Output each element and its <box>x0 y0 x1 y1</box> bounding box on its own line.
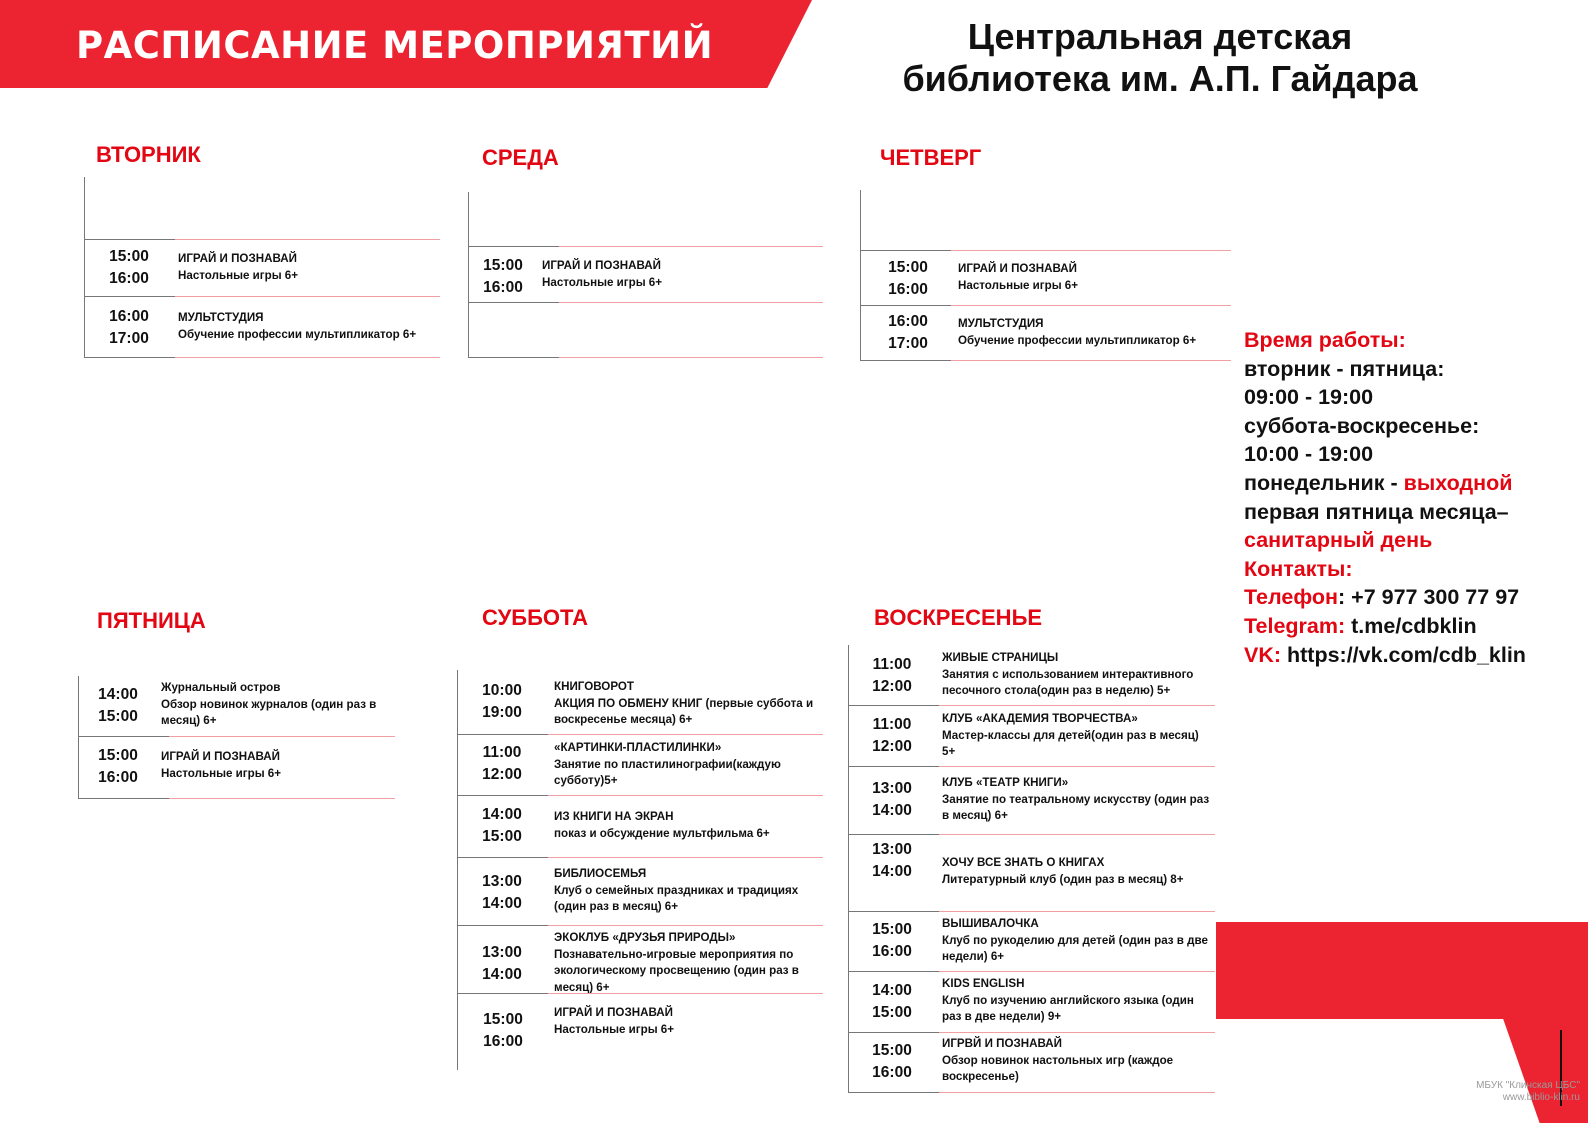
event-end-time: 16:00 <box>888 281 928 298</box>
event-details <box>554 679 816 729</box>
monday-prefix: понедельник - <box>1244 470 1404 495</box>
day-heading-friday: ПЯТНИЦА <box>97 608 206 633</box>
phone-label: Телефон <box>1244 585 1338 610</box>
page-title: РАСПИСАНИЕ МЕРОПРИЯТИЙ <box>76 24 714 67</box>
telegram-label: Telegram: <box>1244 613 1346 638</box>
library-name-line-1: Центральная детская <box>967 16 1353 57</box>
event-time <box>468 1009 538 1053</box>
event-description: Обучение профессии мультипликатор 6+ <box>178 327 417 341</box>
event-details <box>542 258 812 291</box>
event-end-time: 19:00 <box>482 704 522 721</box>
weekend-label: суббота-воскресенье: <box>1244 413 1480 438</box>
event-title: МУЛЬТСТУДИЯ <box>958 317 1044 330</box>
event-details <box>942 976 1212 1026</box>
monday-value: выходной <box>1403 470 1513 495</box>
event-end-time: 14:00 <box>872 802 912 819</box>
event-title: КЛУБ «ТЕАТР КНИГИ» <box>942 776 1069 789</box>
event-start-time: 10:00 <box>482 682 522 699</box>
event-title: ЖИВЫЕ СТРАНИЦЫ <box>942 651 1059 664</box>
event-end-time: 16:00 <box>483 1033 523 1050</box>
event-start-time: 11:00 <box>482 744 522 761</box>
day-heading-saturday: СУББОТА <box>482 605 588 630</box>
event-title: МУЛЬТСТУДИЯ <box>178 311 264 324</box>
event-start-time: 13:00 <box>872 780 912 797</box>
event-details <box>178 310 438 343</box>
event-details <box>942 711 1212 761</box>
event-start-time: 15:00 <box>98 747 138 764</box>
event-time <box>467 804 537 848</box>
event-time <box>83 745 153 789</box>
event-title: ИГРАЙ И ПОЗНАВАЙ <box>958 262 1077 275</box>
event-time <box>857 919 927 963</box>
corner-decoration-slant <box>1216 1019 1588 1123</box>
event-time <box>857 980 927 1024</box>
event-title: ИГРАЙ И ПОЗНАВАЙ <box>178 252 297 265</box>
event-end-time: 15:00 <box>872 1004 912 1021</box>
event-details <box>958 261 1223 294</box>
event-time <box>83 684 153 728</box>
weekend-hours: 10:00 - 19:00 <box>1244 442 1374 467</box>
table-row <box>458 796 823 857</box>
event-end-time: 14:00 <box>482 895 522 912</box>
table-row <box>458 926 823 993</box>
library-name <box>870 16 1450 100</box>
event-title: ИГРАЙ И ПОЗНАВАЙ <box>542 259 661 272</box>
event-start-time: 13:00 <box>872 841 912 858</box>
event-end-time: 15:00 <box>98 708 138 725</box>
event-end-time: 16:00 <box>109 270 149 287</box>
event-start-time: 14:00 <box>482 806 522 823</box>
event-description: Обзор новинок настольных игр (каждое воскресенье) <box>942 1053 1174 1083</box>
table-row <box>469 247 823 302</box>
event-details <box>554 930 816 996</box>
schedule-table-saturday <box>457 670 823 1070</box>
event-description: Занятие по театральному искусству (один раз в месяц) 6+ <box>942 792 1210 822</box>
event-description: Настольные игры 6+ <box>554 1022 675 1036</box>
table-row <box>79 676 395 736</box>
event-start-time: 11:00 <box>872 716 912 733</box>
day-heading-thursday: ЧЕТВЕРГ <box>880 145 982 170</box>
event-description: Настольные игры 6+ <box>958 278 1079 292</box>
event-title: КНИГОВОРОТ <box>554 680 635 693</box>
event-start-time: 16:00 <box>888 313 928 330</box>
weekdays-label: вторник - пятница: <box>1244 356 1445 381</box>
vk-link[interactable]: https://vk.com/cdb_klin <box>1281 642 1526 667</box>
day-heading-wednesday: СРЕДА <box>482 145 559 170</box>
event-details <box>942 855 1212 888</box>
event-title: Журнальный остров <box>161 681 281 694</box>
event-description: Настольные игры 6+ <box>542 275 663 289</box>
event-title: ИГРАЙ И ПОЗНАВАЙ <box>161 750 280 763</box>
event-description: Занятия с использованием интерактивного песочного стола(один раз в неделю) 5+ <box>942 667 1194 697</box>
table-row <box>849 972 1215 1032</box>
row-divider <box>79 798 395 799</box>
event-description: Настольные игры 6+ <box>161 766 282 780</box>
event-description: Познавательно-игровые мероприятия по экологическому просвещению (один раз в месяц) 6+ <box>554 947 799 994</box>
event-title: БИБЛИОСЕМЬЯ <box>554 867 647 880</box>
event-end-time: 16:00 <box>483 279 523 296</box>
event-details <box>161 680 389 730</box>
event-start-time: 16:00 <box>109 308 149 325</box>
day-heading-sunday: ВОСКРЕСЕНЬЕ <box>874 605 1043 630</box>
event-time <box>467 942 537 986</box>
event-details <box>942 1036 1212 1086</box>
schedule-table-sunday <box>848 645 1215 1093</box>
event-description: Литературный клуб (один раз в месяц) 8+ <box>942 872 1184 886</box>
table-row <box>849 1033 1215 1093</box>
sanitary-value: санитарный день <box>1244 528 1433 553</box>
event-title: ИГРВЙ И ПОЗНАВАЙ <box>942 1037 1062 1050</box>
event-time <box>467 871 537 915</box>
schedule-table-friday <box>78 676 395 799</box>
info-panel <box>1244 326 1526 669</box>
event-details <box>178 251 433 284</box>
telegram-line <box>1244 612 1526 641</box>
row-divider <box>469 357 823 358</box>
event-details <box>554 866 816 916</box>
event-description: Обучение профессии мультипликатор 6+ <box>958 333 1197 347</box>
table-row <box>85 240 440 297</box>
event-end-time: 17:00 <box>888 335 928 352</box>
vk-line <box>1244 641 1526 670</box>
sanitary-line: первая пятница месяца– <box>1244 499 1509 524</box>
event-start-time: 14:00 <box>98 686 138 703</box>
table-row <box>458 735 823 795</box>
schedule-table-thursday <box>860 190 1231 361</box>
event-details <box>554 809 816 842</box>
event-title: KIDS ENGLISH <box>942 977 1025 990</box>
table-row <box>849 706 1215 766</box>
phone-line <box>1244 583 1526 612</box>
table-row <box>458 994 823 1070</box>
event-title: КЛУБ «АКАДЕМИЯ ТВОРЧЕСТВА» <box>942 712 1138 725</box>
event-description: показ и обсуждение мультфильма 6+ <box>554 826 770 840</box>
event-description: Обзор новинок журналов (один раз в месяц) 6+ <box>161 697 377 727</box>
event-start-time: 15:00 <box>888 259 928 276</box>
table-row <box>458 670 823 734</box>
telegram-link[interactable]: t.me/cdbklin <box>1345 613 1477 638</box>
event-end-time: 12:00 <box>872 678 912 695</box>
table-row <box>849 912 1215 971</box>
event-description: Настольные игры 6+ <box>178 268 299 282</box>
event-title: ЭКОКЛУБ «ДРУЗЬЯ ПРИРОДЫ» <box>554 931 736 944</box>
phone-value: : +7 977 300 77 97 <box>1338 585 1520 610</box>
event-end-time: 12:00 <box>482 766 522 783</box>
event-time <box>857 654 927 698</box>
day-heading-tuesday: ВТОРНИК <box>96 142 201 167</box>
event-end-time: 16:00 <box>872 1064 912 1081</box>
event-start-time: 15:00 <box>872 1042 912 1059</box>
schedule-table-wednesday <box>468 192 823 358</box>
table-row <box>849 767 1215 834</box>
event-time <box>873 257 943 301</box>
event-description: АКЦИЯ ПО ОБМЕНУ КНИГ (первые суббота и воскресенье месяца) 6+ <box>554 696 814 726</box>
footer-credit <box>1400 1080 1580 1104</box>
event-start-time: 15:00 <box>109 248 149 265</box>
event-description: Клуб по рукоделию для детей (один раз в две недели) 6+ <box>942 933 1208 963</box>
event-description: Занятие по пластилинографии(каждую субботу)5+ <box>554 757 781 787</box>
event-details <box>161 749 389 782</box>
event-description: Мастер-классы для детей(один раз в месяц) 5+ <box>942 728 1199 758</box>
contacts-label: Контакты: <box>1244 556 1353 581</box>
table-row <box>861 306 1231 360</box>
event-time <box>94 306 164 350</box>
event-time <box>467 680 537 724</box>
corner-decoration <box>1216 922 1588 1019</box>
event-end-time: 17:00 <box>109 330 149 347</box>
row-divider <box>85 357 440 358</box>
hours-label: Время работы: <box>1244 328 1406 352</box>
weekdays-hours: 09:00 - 19:00 <box>1244 385 1374 410</box>
event-time <box>94 246 164 290</box>
event-time <box>468 255 538 299</box>
event-start-time: 11:00 <box>872 656 912 673</box>
event-start-time: 15:00 <box>483 1011 523 1028</box>
schedule-table-tuesday <box>84 177 440 358</box>
event-start-time: 13:00 <box>482 944 522 961</box>
event-end-time: 12:00 <box>872 738 912 755</box>
event-description: Клуб по изучению английского языка (один раз в две недели) 9+ <box>942 993 1194 1023</box>
event-start-time: 14:00 <box>872 982 912 999</box>
event-end-time: 14:00 <box>872 863 912 880</box>
vk-label: VK: <box>1244 642 1282 667</box>
event-time <box>857 778 927 822</box>
row-divider <box>469 302 823 303</box>
event-start-time: 13:00 <box>482 873 522 890</box>
event-start-time: 15:00 <box>483 257 523 274</box>
event-end-time: 15:00 <box>482 828 522 845</box>
table-row <box>849 645 1215 705</box>
table-row <box>849 835 1215 911</box>
event-details <box>942 775 1212 825</box>
event-time <box>873 311 943 355</box>
monday-line <box>1244 469 1526 498</box>
event-time <box>857 1040 927 1084</box>
event-details <box>942 650 1212 700</box>
row-divider <box>849 1092 1215 1093</box>
row-divider <box>861 360 1231 361</box>
table-row <box>79 737 395 798</box>
table-row <box>861 251 1231 305</box>
event-end-time: 14:00 <box>482 966 522 983</box>
event-start-time: 15:00 <box>872 921 912 938</box>
event-details <box>958 316 1228 349</box>
event-title: ХОЧУ ВСЕ ЗНАТЬ О КНИГАХ <box>942 856 1105 869</box>
footer-org: МБУК "Клинская ЦБС" <box>1476 1080 1580 1091</box>
event-end-time: 16:00 <box>872 943 912 960</box>
event-time <box>857 839 927 883</box>
event-description: Клуб о семейных праздниках и традициях (один раз в месяц) 6+ <box>554 883 799 913</box>
event-details <box>942 916 1212 966</box>
event-end-time: 16:00 <box>98 769 138 786</box>
table-row <box>458 858 823 925</box>
event-time <box>467 742 537 786</box>
event-details <box>554 1005 816 1038</box>
event-title: ИЗ КНИГИ НА ЭКРАН <box>554 810 674 823</box>
event-title: ВЫШИВАЛОЧКА <box>942 917 1039 930</box>
event-title: «КАРТИНКИ-ПЛАСТИЛИНКИ» <box>554 741 722 754</box>
footer-site[interactable]: www.biblio-klin.ru <box>1502 1092 1580 1103</box>
event-title: ИГРАЙ И ПОЗНАВАЙ <box>554 1006 673 1019</box>
table-row <box>85 297 440 357</box>
event-time <box>857 714 927 758</box>
library-name-line-2: библиотека им. А.П. Гайдара <box>902 58 1418 99</box>
event-details <box>554 740 816 790</box>
